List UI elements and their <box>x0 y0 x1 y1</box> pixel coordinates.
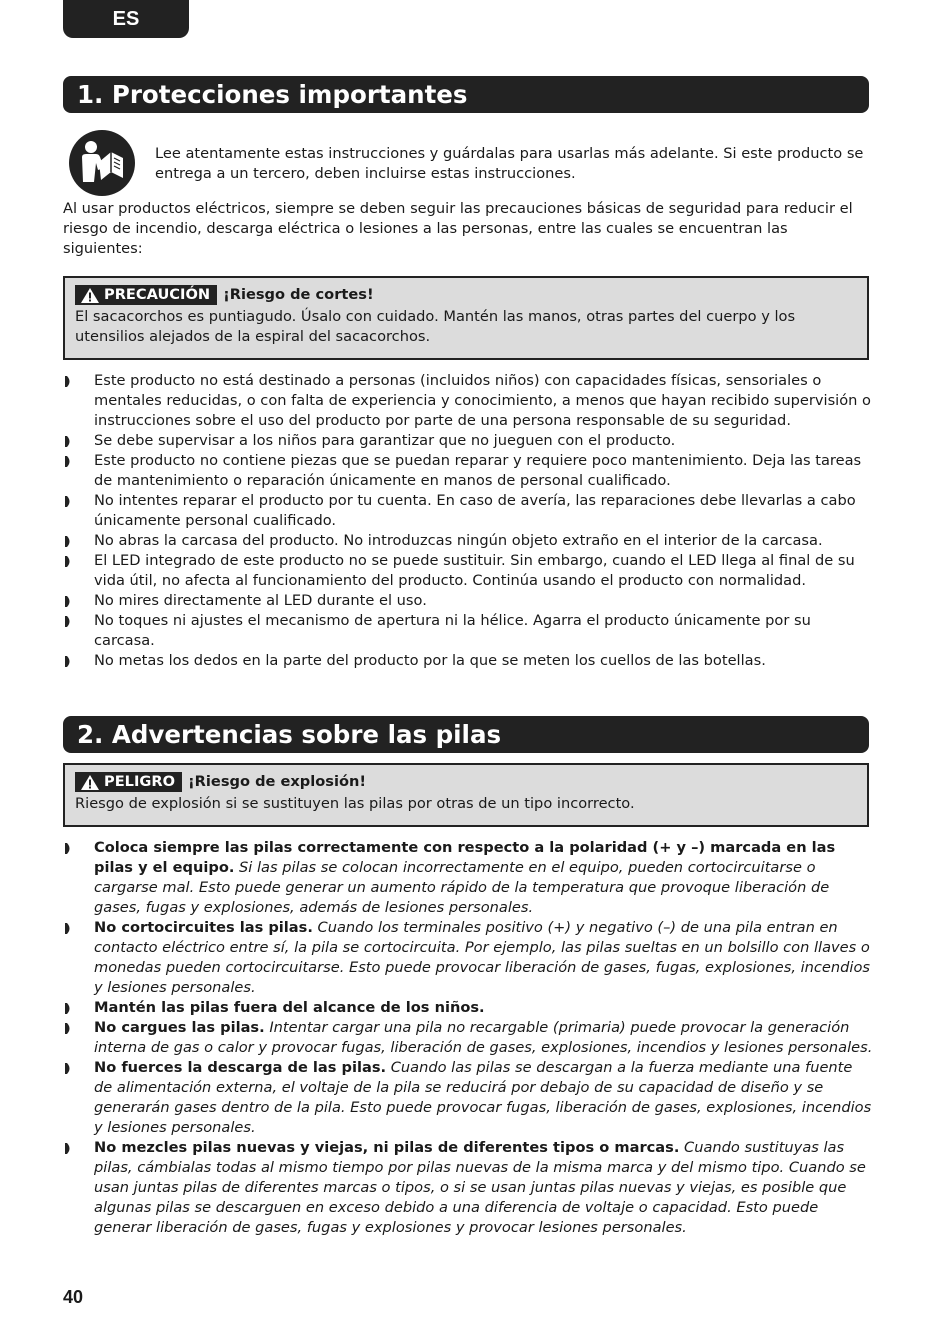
list-item-text: El LED integrado de este producto no se puede sustituir. Sin embargo, cuando el LED llega al final de su vida útil, no afecta al funcionamiento del producto. Continúa usando el producto con normalidad. <box>94 552 855 589</box>
list-item-bold-text: Mantén las pilas fuera del alcance de los niños. <box>94 999 485 1016</box>
list-item-bold-text: Coloca siempre las pilas correctamente con respecto a la polaridad (+ y –) marcada en las pilas y el equipo. <box>94 839 836 876</box>
battery-bullet-list <box>63 838 873 1238</box>
read-manual-icon <box>69 130 135 196</box>
bullet-icon <box>65 596 72 607</box>
warning-triangle-icon <box>81 775 99 790</box>
bullet-icon <box>65 1143 72 1154</box>
bullet-icon <box>65 656 72 667</box>
bullet-icon <box>65 616 72 627</box>
list-item-text: No mires directamente al LED durante el uso. <box>94 592 427 609</box>
list-item <box>63 998 873 1018</box>
list-item <box>63 611 873 651</box>
page-number: 40 <box>63 1287 84 1307</box>
danger-box <box>63 763 869 827</box>
section-1-header <box>63 76 869 113</box>
list-item <box>63 1058 873 1138</box>
caution-heading: ¡Riesgo de cortes! <box>223 286 374 303</box>
list-item-text: No toques ni ajustes el mecanismo de apertura ni la hélice. Agarra el producto únicamente por su carcasa. <box>94 612 811 649</box>
bullet-icon <box>65 1063 72 1074</box>
list-item-italic-text: Cuando sustituyas las pilas, cámbialas todas al mismo tiempo por pilas nuevas de la misma marca y del mismo tipo. Cuando se usan juntas pilas de diferentes marcas o tipos, o si se usan juntas pilas nuevas y viejas, es posible que algunas pilas se descarguen en exceso debido a una diferencia de voltaje o capacidad. Esto puede generar liberación de gases, fugas y explosiones y provocar lesiones personales. <box>94 1139 866 1236</box>
section-2-header <box>63 716 869 753</box>
warning-triangle-icon <box>81 288 99 303</box>
list-item <box>63 431 873 451</box>
list-item-text: No metas los dedos en la parte del producto por la que se meten los cuellos de las botellas. <box>94 652 766 669</box>
list-item <box>63 531 873 551</box>
list-item-text: No intentes reparar el producto por tu cuenta. En caso de avería, las reparaciones debe llevarlas a cabo únicamente personal cualificado. <box>94 492 856 529</box>
list-item-bold-text: No mezcles pilas nuevas y viejas, ni pilas de diferentes tipos o marcas. <box>94 1139 680 1156</box>
list-item-italic-text: Si las pilas se colocan incorrectamente en el equipo, pueden cortocircuitarse o cargarse mal. Esto puede generar un aumento rápido de la temperatura que provoque liberación de gases, fugas y explosiones, además de lesiones personales. <box>94 859 830 916</box>
list-item <box>63 1138 873 1238</box>
caution-label-text: PRECAUCIÓN <box>104 286 211 303</box>
list-item-italic-text: Intentar cargar una pila no recargable (primaria) puede provocar la generación interna de gas o calor y provocar fugas, liberación de gases, explosiones, incendios y lesiones personales. <box>94 1019 873 1056</box>
bullet-icon <box>65 496 72 507</box>
list-item <box>63 451 873 491</box>
bullet-icon <box>65 536 72 547</box>
caution-label <box>75 285 217 305</box>
list-item-italic-text: Cuando las pilas se descargan a la fuerza mediante una fuente de alimentación externa, el voltaje de la pila se reducirá por debajo de su capacidad de diseño y se generarán gases dentro de la pila. Esto puede provocar fugas, liberación de gases, explosiones, incendios y lesiones personales. <box>94 1059 872 1136</box>
bullet-icon <box>65 1023 72 1034</box>
bullet-icon <box>65 436 72 447</box>
list-item <box>63 591 873 611</box>
list-item-text: Se debe supervisar a los niños para garantizar que no jueguen con el producto. <box>94 432 676 449</box>
list-item-italic-text: Cuando los terminales positivo (+) y negativo (–) de una pila entran en contacto eléctrico entre sí, la pila se cortocircuita. Por ejemplo, las pilas sueltas en un bolsillo con llaves o monedas pueden cortocircuitarse. Esto puede provocar liberación de gases, fugas, explosiones, incendios y lesiones personales. <box>94 919 871 996</box>
section-1-title: 1. Protecciones importantes <box>77 80 468 109</box>
danger-label <box>75 772 182 792</box>
list-item <box>63 371 873 431</box>
bullet-icon <box>65 376 72 387</box>
caution-box <box>63 276 869 360</box>
danger-text: Riesgo de explosión si se sustituyen las pilas por otras de un tipo incorrecto. <box>75 795 635 812</box>
section-2-title: 2. Advertencias sobre las pilas <box>77 720 502 749</box>
list-item <box>63 1018 873 1058</box>
list-item-bold-text: No cortocircuites las pilas. <box>94 919 313 936</box>
list-item-bold-text: No cargues las pilas. <box>94 1019 265 1036</box>
bullet-icon <box>65 1003 72 1014</box>
list-item <box>63 651 873 671</box>
list-item-text: Este producto no está destinado a personas (incluidos niños) con capacidades físicas, sensoriales o mentales reducidas, o con falta de experiencia y conocimiento, a menos que hayan recibido supervisión o instrucciones sobre el uso del producto por parte de una persona responsable de su seguridad. <box>94 372 871 429</box>
caution-text: El sacacorchos es puntiagudo. Úsalo con cuidado. Mantén las manos, otras partes del cuerpo y los utensilios alejados de la espiral del sacacorchos. <box>75 308 796 345</box>
list-item <box>63 491 873 531</box>
bullet-icon <box>65 843 72 854</box>
list-item-text: No abras la carcasa del producto. No introduzcas ningún objeto extraño en el interior de la carcasa. <box>94 532 823 549</box>
list-item-text: Este producto no contiene piezas que se puedan reparar y requiere poco mantenimiento. Deja las tareas de mantenimiento o reparación únicamente en manos de personal cualificado. <box>94 452 862 489</box>
language-tab: ES <box>63 0 189 38</box>
bullet-icon <box>65 456 72 467</box>
danger-label-text: PELIGRO <box>104 773 176 790</box>
list-item <box>63 838 873 918</box>
bullet-icon <box>65 923 72 934</box>
intro-text: Lee atentamente estas instrucciones y guárdalas para usarlas más adelante. Si este producto se entrega a un tercero, deben incluirse estas instrucciones. <box>155 145 864 182</box>
list-item <box>63 551 873 591</box>
danger-heading: ¡Riesgo de explosión! <box>188 773 367 790</box>
bullet-icon <box>65 556 72 567</box>
safety-bullet-list <box>63 371 873 671</box>
list-item-bold-text: No fuerces la descarga de las pilas. <box>94 1059 387 1076</box>
list-item <box>63 918 873 998</box>
safety-paragraph: Al usar productos eléctricos, siempre se deben seguir las precauciones básicas de seguridad para reducir el riesgo de incendio, descarga eléctrica o lesiones a las personas, entre las cuales se encuentran las siguientes: <box>63 200 853 257</box>
